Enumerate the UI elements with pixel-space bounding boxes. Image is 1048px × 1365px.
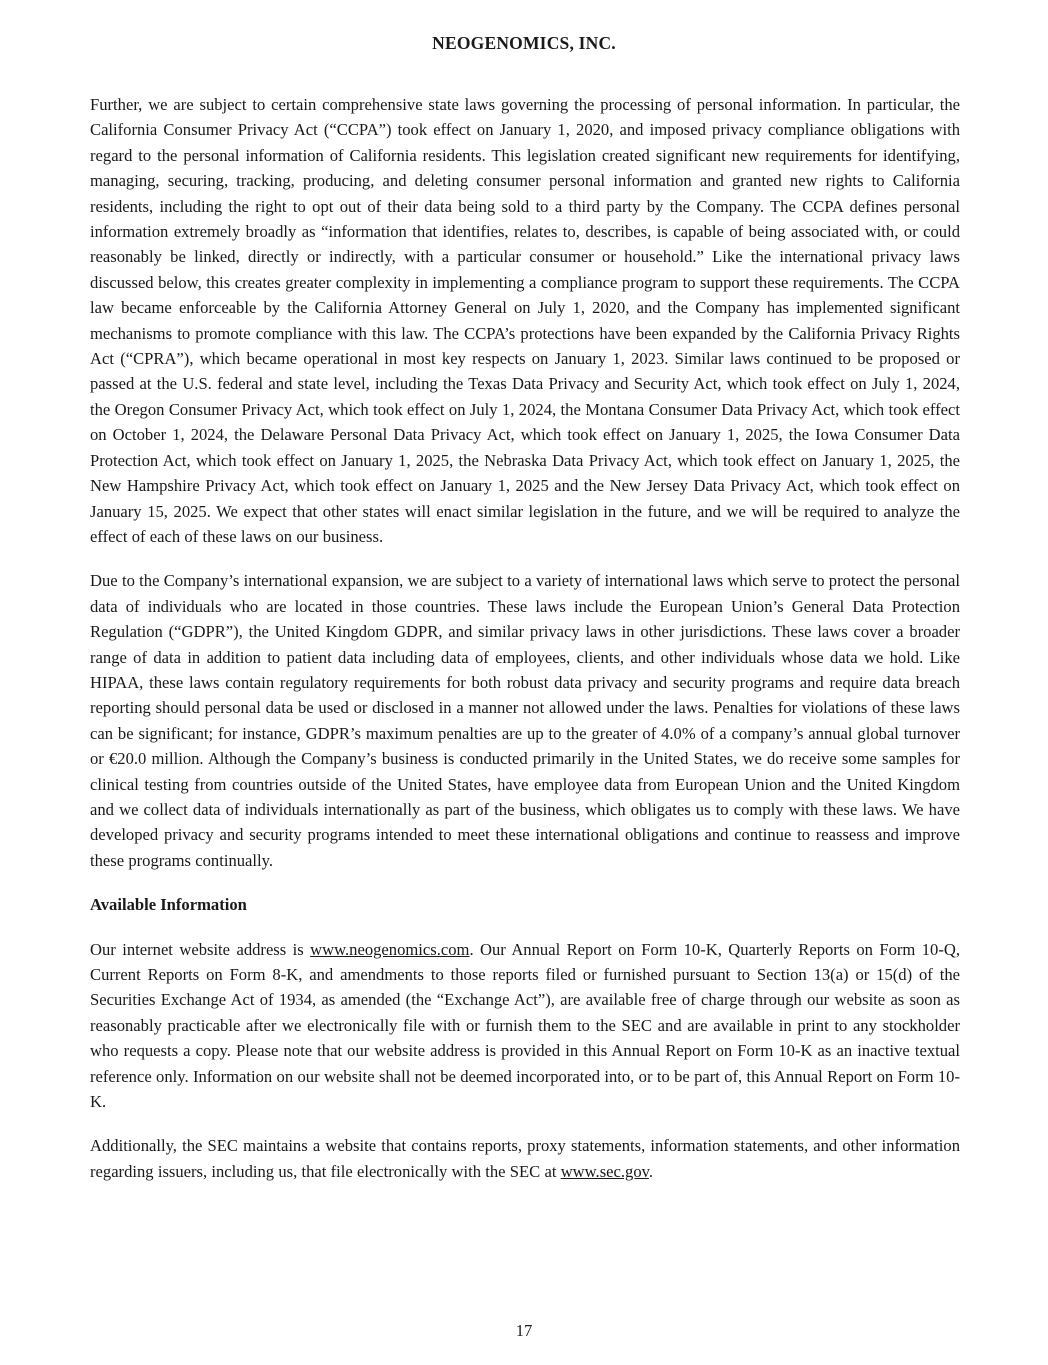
website-paragraph-suffix: . Our Annual Report on Form 10-K, Quarterly Reports on Form 10-Q, Current Reports on Form 8-K, and amendments to those reports filed or furnished pursuant to Section 13(a) or 15(d) of the Securities Exchange Act of 1934, as amended (the “Exchange Act”), are available free of charge through our website as soon as reasonably practicable after we electronically file with or furnish them to the SEC and are available in print to any stockholder who requests a copy. Please note that our website address is provided in this Annual Report on Form 10-K as an inactive textual reference only. Information on our website shall not be deemed incorporated into, or to be part of, this Annual Report on Form 10-K. xyxy=(90,939,960,1112)
sec-paragraph-suffix: . xyxy=(648,1161,654,1181)
document-header-title: NEOGENOMICS, INC. xyxy=(432,33,616,53)
document-body xyxy=(90,92,960,1184)
website-paragraph-prefix: Our internet website address is xyxy=(90,939,311,959)
paragraph-state-privacy-laws: Further, we are subject to certain comprehensive state laws governing the processing of personal information. In particular, the California Consumer Privacy Act (“CCPA”) took effect on January 1, 2020, and imposed privacy compliance obligations with regard to the personal information of California residents. This legislation created significant new requirements for identifying, managing, securing, tracking, producing, and deleting consumer personal information and granted new rights to California residents, including the right to opt out of their data being sold to a third party by the Company. The CCPA defines personal information extremely broadly as “information that identifies, relates to, describes, is capable of being associated with, or could reasonably be linked, directly or indirectly, with a particular consumer or household.” Like the international privacy laws discussed below, this creates greater complexity in implementing a compliance program to support these requirements. The CCPA law became enforceable by the California Attorney General on July 1, 2020, and the Company has implemented significant mechanisms to promote compliance with this law. The CCPA’s protections have been expanded by the California Privacy Rights Act (“CPRA”), which became operational in most key respects on January 1, 2023. Similar laws continued to be proposed or passed at the U.S. federal and state level, including the Texas Data Privacy and Security Act, which took effect on July 1, 2024, the Oregon Consumer Privacy Act, which took effect on July 1, 2024, the Montana Consumer Data Privacy Act, which took effect on October 1, 2024, the Delaware Personal Data Privacy Act, which took effect on January 1, 2025, the Iowa Consumer Data Protection Act, which took effect on January 1, 2025, the Nebraska Data Privacy Act, which took effect on January 1, 2025, the New Hampshire Privacy Act, which took effect on January 1, 2025 and the New Jersey Data Privacy Act, which took effect on January 15, 2025. We expect that other states will enact similar legislation in the future, and we will be required to analyze the effect of each of these laws on our business. xyxy=(90,95,960,546)
company-website-link[interactable]: www.neogenomics.com xyxy=(310,939,470,959)
page-number: 17 xyxy=(515,1321,533,1340)
paragraph-sec-website xyxy=(90,1133,960,1184)
paragraph-international-privacy-laws: Due to the Company’s international expansion, we are subject to a variety of international laws which serve to protect the personal data of individuals who are located in those countries. These laws include the European Union’s General Data Protection Regulation (“GDPR”), the United Kingdom GDPR, and similar privacy laws in other jurisdictions. These laws cover a broader range of data in addition to patient data including data of employees, clients, and other individuals whose data we hold. Like HIPAA, these laws contain regulatory requirements for both robust data privacy and security programs and require data breach reporting should personal data be used or disclosed in a manner not allowed under the laws. Penalties for violations of these laws can be significant; for instance, GDPR’s maximum penalties are up to the greater of 4.0% of a company’s annual global turnover or €20.0 million. Although the Company’s business is conducted primarily in the United States, we do receive some samples for clinical testing from countries outside of the United States, have employee data from European Union and the United Kingdom and we collect data of individuals internationally as part of the business, which obligates us to comply with these laws. We have developed privacy and security programs intended to meet these international obligations and continue to reassess and improve these programs continually. xyxy=(90,571,960,870)
paragraph-available-information xyxy=(90,937,960,1115)
sec-website-link[interactable]: www.sec.gov xyxy=(560,1161,649,1181)
section-heading-available-information: Available Information xyxy=(90,895,247,915)
sec-paragraph-prefix: Additionally, the SEC maintains a website that contains reports, proxy statements, information statements, and other information regarding issuers, including us, that file electronically with the SEC at xyxy=(90,1136,960,1181)
